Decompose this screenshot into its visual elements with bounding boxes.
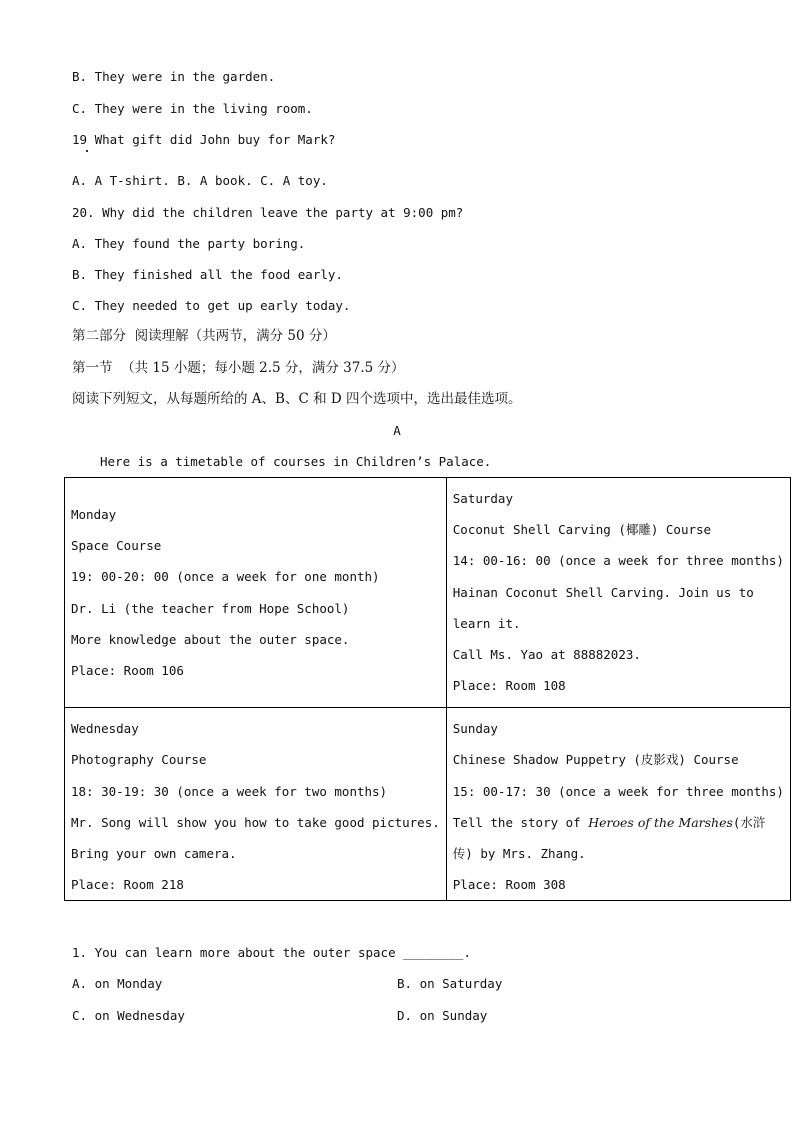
- course-name: Chinese Shadow Puppetry (皮影戏) Course: [452, 752, 739, 768]
- day-label: Sunday: [452, 721, 498, 737]
- question-20-option-c: C. They needed to get up early today.: [72, 298, 351, 313]
- course-description: Bring your own camera.: [71, 846, 237, 862]
- course-description: More knowledge about the outer space.: [71, 631, 350, 647]
- course-place: Place: Room 308: [452, 877, 566, 893]
- stray-dot: [86, 150, 88, 152]
- question-18-option-c: C. They were in the living room.: [72, 101, 313, 116]
- question-1-stem: 1. You can learn more about the outer space ________.: [72, 945, 471, 960]
- course-name: Space Course: [71, 538, 162, 554]
- question-18-option-b: B. They were in the garden.: [72, 69, 276, 84]
- story-title-cn: (水浒: [732, 814, 766, 830]
- day-label: Monday: [71, 507, 117, 522]
- timetable-cell-wednesday: [65, 708, 447, 901]
- question-19-options: A. A T-shirt. B. A book. C. A toy.: [72, 173, 328, 188]
- story-prefix: Tell the story of: [452, 814, 589, 830]
- part-2-heading: 第二部分 阅读理解（共两节，满分 50 分）: [72, 328, 336, 344]
- story-title-cn-end: 传): [452, 846, 473, 862]
- question-19-stem: 19 What gift did John buy for Mark?: [72, 132, 336, 147]
- timetable: [64, 477, 791, 901]
- course-description: Hainan Coconut Shell Carving. Join us to: [452, 584, 754, 600]
- question-1-option-d: D. on Sunday: [397, 1008, 488, 1023]
- timetable-cell-saturday: [446, 478, 790, 708]
- course-description-cont: learn it.: [452, 615, 521, 631]
- course-time: 18: 30-19: 30 (once a week for two months): [71, 783, 388, 799]
- timetable-cell-sunday: [446, 708, 790, 901]
- course-name: Coconut Shell Carving (椰雕) Course: [452, 522, 712, 538]
- question-1-option-a: A. on Monday: [72, 976, 163, 991]
- section-1-heading: 第一节 （共 15 小题；每小题 2.5 分，满分 37.5 分）: [72, 360, 405, 376]
- course-place: Place: Room 108: [452, 678, 566, 694]
- story-suffix: by Mrs. Zhang.: [472, 846, 586, 862]
- course-place: Place: Room 218: [71, 877, 184, 893]
- course-time: 14: 00-16: 00 (once a week for three months): [452, 553, 784, 569]
- question-20-option-a: A. They found the party boring.: [72, 236, 306, 251]
- course-contact: Call Ms. Yao at 88882023.: [452, 647, 641, 663]
- course-teacher: Mr. Song will show you how to take good pictures.: [71, 814, 440, 830]
- passage-intro: Here is a timetable of courses in Children’s Palace.: [100, 454, 492, 469]
- course-time: 15: 00-17: 30 (once a week for three months): [452, 783, 784, 799]
- course-teacher: Dr. Li (the teacher from Hope School): [71, 600, 350, 616]
- course-place: Place: Room 106: [71, 663, 184, 679]
- instructions: 阅读下列短文，从每题所给的 A、B、C 和 D 四个选项中，选出最佳选项。: [72, 391, 522, 407]
- question-1-option-b: B. on Saturday: [397, 976, 503, 991]
- day-label: Wednesday: [71, 721, 139, 737]
- course-time: 19: 00-20: 00 (once a week for one month): [71, 569, 380, 585]
- timetable-cell-monday: [65, 478, 447, 708]
- course-story-cont: [453, 838, 784, 869]
- day-label: Saturday: [452, 491, 513, 506]
- timetable-row: [65, 478, 791, 708]
- passage-label: A: [393, 423, 401, 438]
- question-20-option-b: B. They finished all the food early.: [72, 267, 343, 282]
- timetable-row: [65, 708, 791, 901]
- course-name: Photography Course: [71, 752, 207, 768]
- course-story: [453, 807, 784, 838]
- question-1-option-c: C. on Wednesday: [72, 1008, 185, 1023]
- story-title: Heroes of the Marshes: [588, 814, 733, 830]
- question-20-stem: 20. Why did the children leave the party at 9:00 pm?: [72, 205, 464, 220]
